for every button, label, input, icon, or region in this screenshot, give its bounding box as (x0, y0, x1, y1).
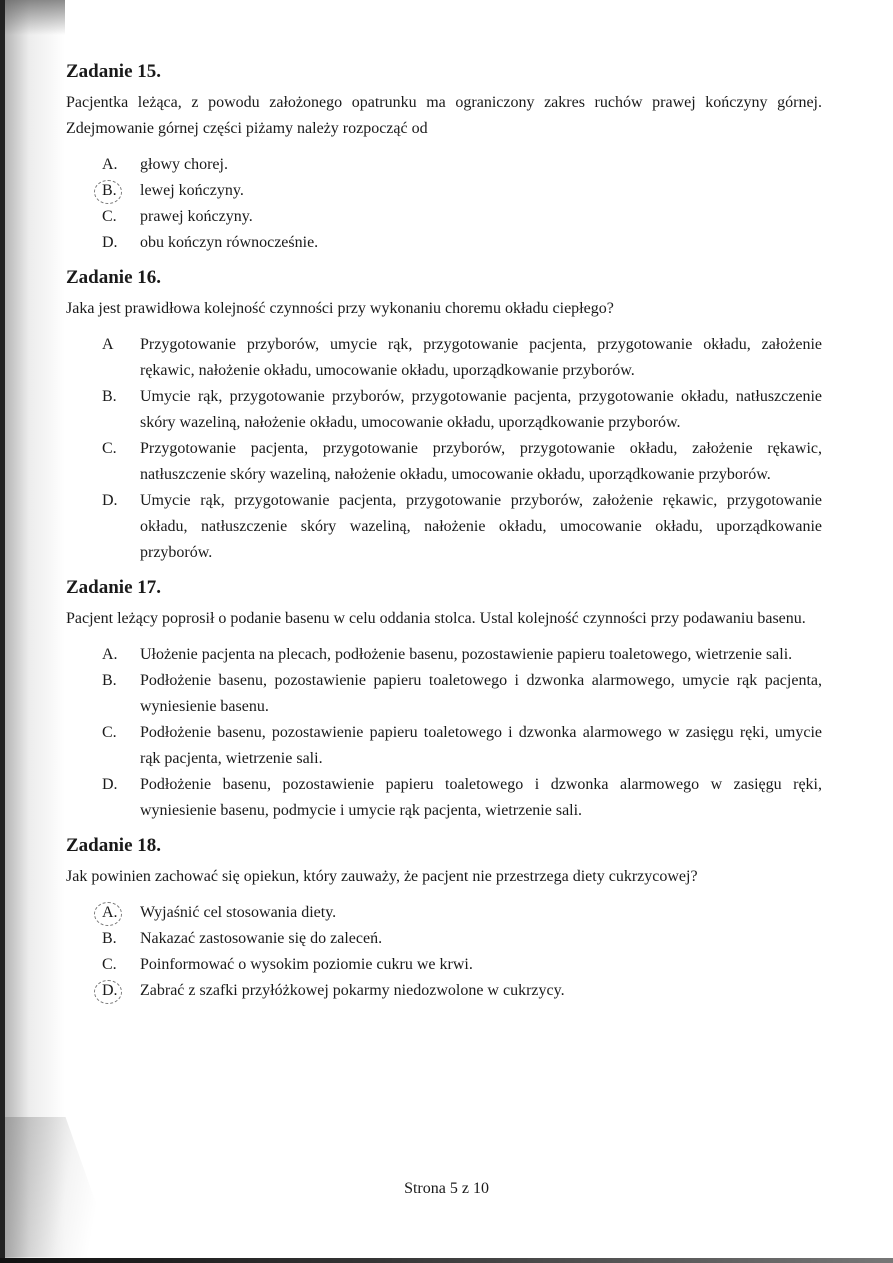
answer-option-c[interactable] (102, 436, 822, 488)
answer-options (66, 332, 822, 566)
page-number: Strona 5 z 10 (404, 1180, 489, 1197)
option-text: Ułożenie pacjenta na plecach, podłożenie basenu, pozostawienie papieru toaletowego, wietrzenie sali. (140, 646, 793, 663)
answer-option-a[interactable] (102, 152, 822, 178)
option-text: Podłożenie basenu, pozostawienie papieru toaletowego i dzwonka alarmowego w zasięgu ręki, wyniesienie basenu, podmycie i umycie rąk pacjenta, wietrzenie sali. (140, 776, 822, 819)
option-text: Nakazać zastosowanie się do zaleceń. (140, 930, 383, 947)
option-text: Przygotowanie przyborów, umycie rąk, przygotowanie pacjenta, przygotowanie okładu, założenie rękawic, nałożenie okładu, umocowanie okładu, uporządkowanie przyborów. (140, 336, 822, 379)
scanner-top-shadow (5, 0, 65, 35)
answer-option-b[interactable] (102, 668, 822, 720)
task-title: Zadanie 17. (66, 577, 162, 598)
option-letter: A. (102, 646, 118, 663)
option-letter: D. (102, 776, 118, 793)
option-text: Umycie rąk, przygotowanie pacjenta, przygotowanie przyborów, założenie rękawic, przygotowanie okładu, natłuszczenie skóry wazeliną, nałożenie okładu, umocowanie okładu, uporządkowanie przyborów. (140, 492, 822, 561)
option-letter: A. (102, 156, 118, 173)
option-letter: B. (102, 930, 117, 947)
option-letter: D. (102, 234, 118, 251)
exam-page (66, 60, 822, 1014)
pencil-circle-mark (94, 902, 122, 926)
option-letter: B. (102, 388, 117, 405)
answer-option-b[interactable] (102, 178, 822, 204)
option-letter: D. (102, 492, 118, 509)
answer-options (66, 642, 822, 824)
answer-option-a[interactable] (102, 642, 822, 668)
answer-options (66, 900, 822, 1004)
task-15 (66, 60, 822, 256)
answer-option-a[interactable] (102, 900, 822, 926)
option-text: Przygotowanie pacjenta, przygotowanie przyborów, przygotowanie okładu, założenie rękawic, natłuszczenie skóry wazeliną, nałożenie okładu, umocowanie okładu, uporządkowanie przyborów. (140, 440, 822, 483)
option-text: Wyjaśnić cel stosowania diety. (140, 904, 337, 921)
option-text: Podłożenie basenu, pozostawienie papieru toaletowego i dzwonka alarmowego w zasięgu ręki, umycie rąk pacjenta, wietrzenie sali. (140, 724, 822, 767)
option-letter: C. (102, 956, 117, 973)
option-letter: C. (102, 724, 117, 741)
option-letter: A (102, 336, 114, 353)
task-question: Jaka jest prawidłowa kolejność czynności przy wykonaniu choremu okładu ciepłego? (66, 300, 614, 317)
option-text: Poinformować o wysokim poziomie cukru we krwi. (140, 956, 473, 973)
answer-option-c[interactable] (102, 720, 822, 772)
option-letter-marked (102, 900, 140, 926)
answer-option-d[interactable] (102, 230, 822, 256)
pencil-circle-mark (94, 180, 122, 204)
option-text: Podłożenie basenu, pozostawienie papieru toaletowego i dzwonka alarmowego, umycie rąk pacjenta, wyniesienie basenu. (140, 672, 822, 715)
answer-option-d[interactable] (102, 978, 822, 1004)
task-title: Zadanie 15. (66, 61, 162, 82)
answer-option-c[interactable] (102, 204, 822, 230)
option-letter-text: A. (102, 904, 118, 921)
pencil-circle-mark (94, 980, 122, 1004)
answer-option-d[interactable] (102, 772, 822, 824)
task-title: Zadanie 18. (66, 835, 162, 856)
option-text: obu kończyn równocześnie. (140, 234, 319, 251)
option-text: prawej kończyny. (140, 208, 253, 225)
answer-options (66, 152, 822, 256)
scanner-left-shadow (5, 0, 65, 1263)
option-letter: C. (102, 440, 117, 457)
option-letter: C. (102, 208, 117, 225)
option-letter: B. (102, 672, 117, 689)
option-letter-text: D. (102, 982, 118, 999)
option-text: Umycie rąk, przygotowanie przyborów, przygotowanie pacjenta, przygotowanie okładu, natłuszczenie skóry wazeliną, nałożenie okładu, umocowanie okładu, uporządkowanie przyborów. (140, 388, 822, 431)
option-letter-marked (102, 178, 140, 204)
task-18 (66, 834, 822, 1004)
option-text: Zabrać z szafki przyłóżkowej pokarmy niedozwolone w cukrzycy. (140, 982, 565, 999)
task-question: Jak powinien zachować się opiekun, który zauważy, że pacjent nie przestrzega diety cukrzycowej? (66, 868, 698, 885)
option-text: głowy chorej. (140, 156, 228, 173)
answer-option-b[interactable] (102, 926, 822, 952)
option-letter-marked (102, 978, 140, 1004)
task-17 (66, 576, 822, 824)
answer-option-a[interactable] (102, 332, 822, 384)
scanner-bottom-edge (0, 1258, 893, 1263)
task-question: Pacjentka leżąca, z powodu założonego opatrunku ma ograniczony zakres ruchów prawej kończyny górnej. Zdejmowanie górnej części piżamy należy rozpocząć od (66, 94, 822, 137)
task-16 (66, 266, 822, 566)
answer-option-c[interactable] (102, 952, 822, 978)
answer-option-d[interactable] (102, 488, 822, 566)
answer-option-b[interactable] (102, 384, 822, 436)
option-letter-text: B. (102, 182, 117, 199)
task-title: Zadanie 16. (66, 267, 162, 288)
task-question: Pacjent leżący poprosił o podanie basenu w celu oddania stolca. Ustal kolejność czynności przy podawaniu basenu. (66, 610, 806, 627)
option-text: lewej kończyny. (140, 182, 244, 199)
